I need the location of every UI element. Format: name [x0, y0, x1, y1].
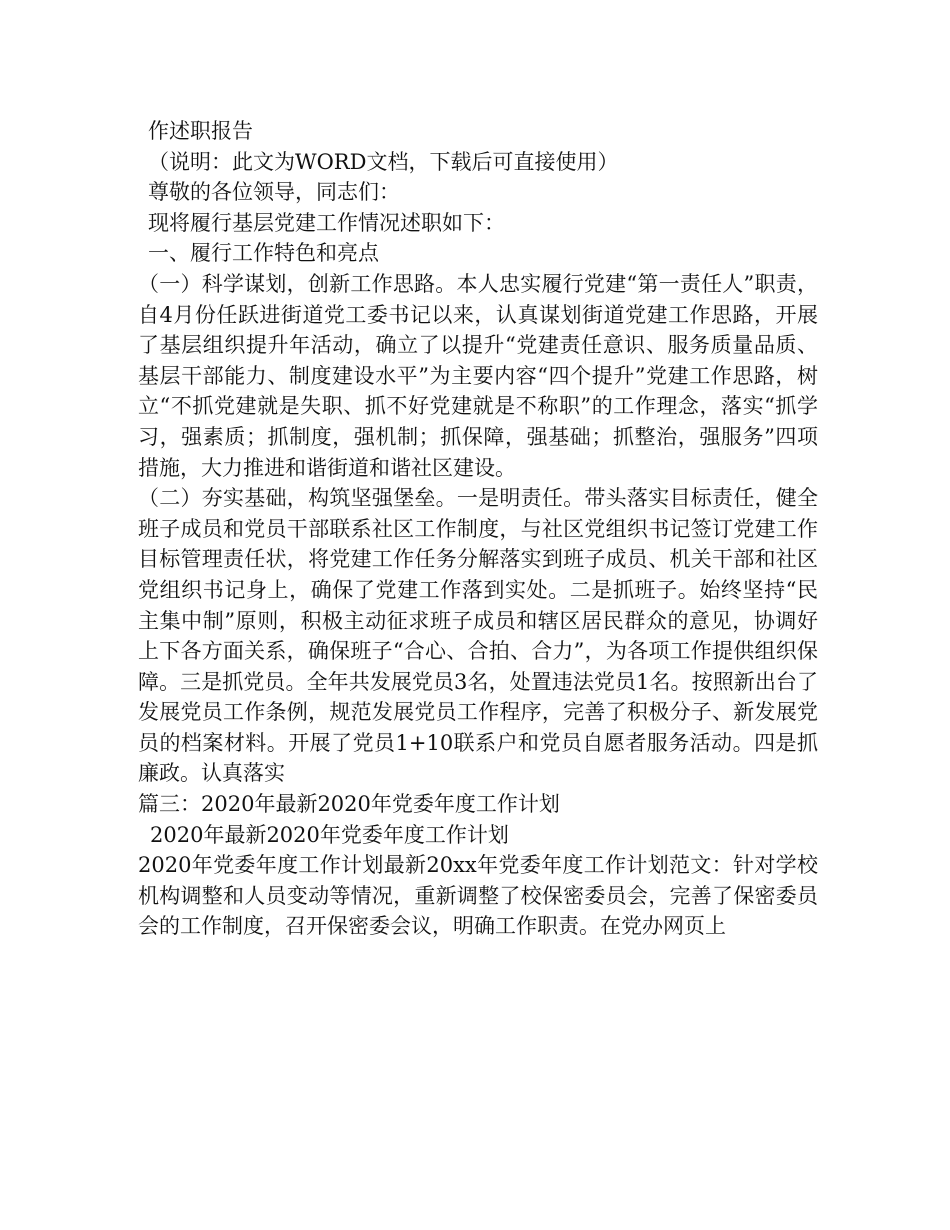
intro-line: 现将履行基层党建工作情况述职如下： [148, 210, 505, 235]
section-heading: 一、履行工作特色和亮点 [148, 241, 379, 266]
document-body [138, 116, 818, 942]
paragraph-3: 2020年党委年度工作计划最新20xx年党委年度工作计划范文：针对学校机构调整和人员变动等情况，重新调整了校保密委员会，完善了保密委员会的工作制度，召开保密委会议，明确工作职责。在党办网页上 [138, 853, 818, 939]
paragraph-1: （一）科学谋划，创新工作思路。本人忠实履行党建“第一责任人”职责，自4月份任跃进街道党工委书记以来，认真谋划街道党建工作思路，开展了基层组织提升年活动，确立了以提升“党建责任意识、服务质量品质、基层干部能力、制度建设水平”为主要内容“四个提升”党建工作思路，树立“不抓党建就是失职、抓不好党建就是不称职”的工作理念，落实“抓学习，强素质；抓制度，强机制；抓保障，强基础；抓整治，强服务”四项措施，大力推进和谐街道和谐社区建设。 [138, 271, 818, 480]
part-three-title: 2020年最新2020年党委年度工作计划 [150, 822, 509, 847]
note-line: （说明：此文为WORD文档，下载后可直接使用） [148, 149, 619, 174]
title-line: 作述职报告 [148, 119, 253, 143]
paragraph-2: （二）夯实基础，构筑坚强堡垒。一是明责任。带头落实目标责任，健全班子成员和党员干部联系社区工作制度，与社区党组织书记签订党建工作目标管理责任状，将党建工作任务分解落实到班子成员、机关干部和社区党组织书记身上，确保了党建工作落到实处。二是抓班子。始终坚持“民主集中制”原则，积极主动征求班子成员和辖区居民群众的意见，协调好上下各方面关系，确保班子“合心、合拍、合力”，为各项工作提供组织保障。三是抓党员。全年共发展党员3名，处置违法党员1名。按照新出台了发展党员工作条例，规范发展党员工作程序，完善了积极分子、新发展党员的档案材料。开展了党员1+10联系户和党员自愿者服务活动。四是抓廉政。认真落实 [138, 486, 818, 786]
part-three-heading: 篇三：2020年最新2020年党委年度工作计划 [138, 792, 560, 817]
greeting-line: 尊敬的各位领导，同志们： [148, 180, 400, 205]
